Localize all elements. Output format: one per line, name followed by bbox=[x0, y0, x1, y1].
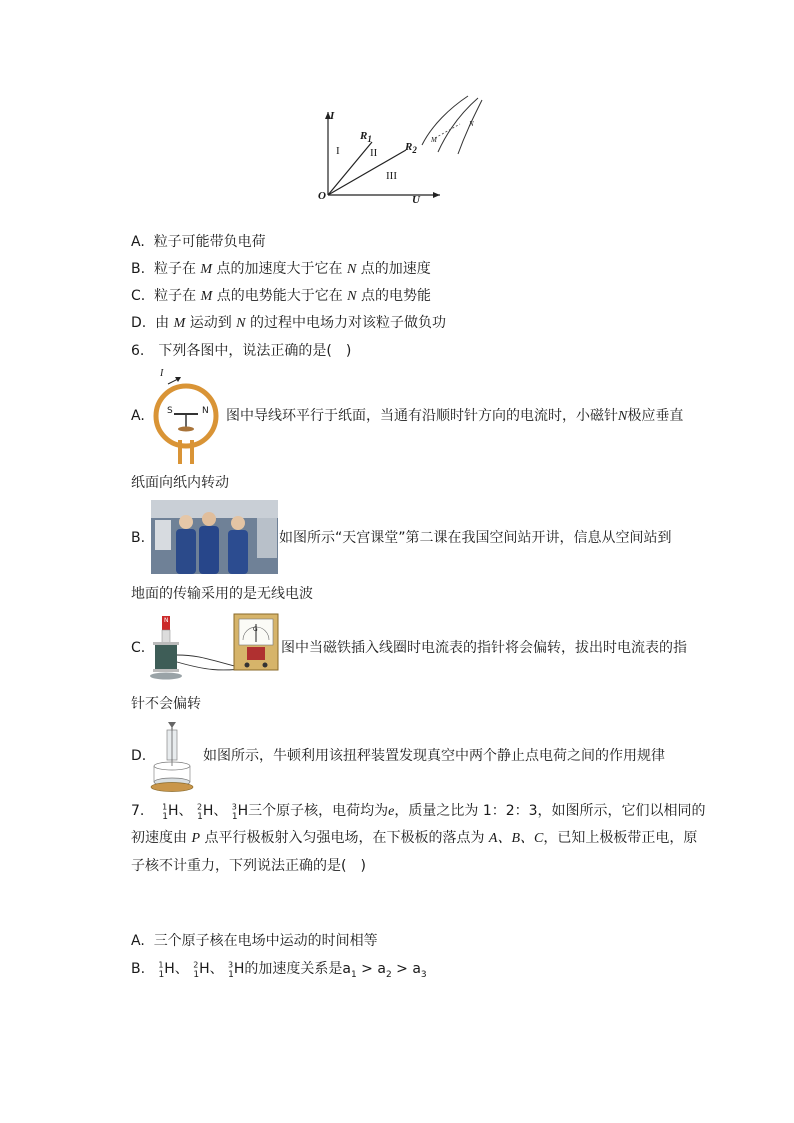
point-n-label: N bbox=[469, 120, 474, 128]
torsion-balance-figure bbox=[150, 720, 195, 792]
isotope-deuterium: $^2_1$H bbox=[196, 802, 214, 822]
q5-option-b: B. 粒子在 M 点的加速度大于它在 N 点的加速度 bbox=[131, 261, 431, 277]
q7-option-b: B. $^1_1$H、 $^2_1$H、 $^3_1$H的加速度关系是$a_1 > a_2 > a_3$ bbox=[131, 960, 427, 980]
axis-x-label: U bbox=[412, 194, 420, 206]
space-station-svg bbox=[151, 500, 278, 574]
q6-b-letter: B. bbox=[131, 530, 146, 546]
q6-b-line2: 地面的传输采用的是无线电波 bbox=[131, 586, 313, 602]
q5-option-d: D. 由 M 运动到 N 的过程中电场力对该粒子做负功 bbox=[131, 315, 446, 331]
q6-b-line1: 如图所示“天宫课堂”第二课在我国空间站开讲，信息从空间站到 bbox=[279, 530, 672, 546]
current-label: I bbox=[160, 368, 164, 379]
isotope-protium: $^1_1$H bbox=[162, 802, 179, 822]
origin-label: O bbox=[318, 190, 326, 202]
region-1-label: I bbox=[336, 145, 340, 157]
q6-a-letter: A. bbox=[131, 408, 145, 424]
r1-label: $R_1$ bbox=[360, 130, 372, 145]
q6-a-line2: 纸面向纸内转动 bbox=[131, 475, 229, 491]
point-m-label: M bbox=[431, 136, 437, 144]
q7-line3: 子核不计重力，下列说法正确的是( ) bbox=[131, 858, 366, 874]
q6-c-line2: 针不会偏转 bbox=[131, 696, 201, 712]
r2-label: $R_2$ bbox=[405, 141, 417, 156]
q6-stem: 6. 下列各图中，说法正确的是( ) bbox=[131, 343, 352, 359]
q5-option-a: A. 粒子可能带负电荷 bbox=[131, 234, 266, 250]
galvanometer-g-label: G bbox=[253, 626, 258, 633]
q6-d-letter: D. bbox=[131, 748, 147, 764]
q6-c-letter: C. bbox=[131, 640, 146, 656]
magnet-n-label: N bbox=[164, 617, 169, 624]
compass-s-label: S bbox=[167, 406, 173, 416]
iu-graph-figure bbox=[300, 90, 500, 210]
torsion-balance-svg bbox=[150, 720, 195, 792]
compass-n-label: N bbox=[202, 406, 209, 416]
q6-a-line1: 图中导线环平行于纸面，当通有沿顺时针方向的电流时，小磁针N极应垂直 bbox=[226, 408, 684, 424]
q7-line1: 7. $^1_1$H、 $^2_1$H、 $^3_1$H三个原子核，电荷均为e，质量之比为 1：2：3，如图所示，它们以相同的 bbox=[131, 802, 706, 822]
iu-graph-svg bbox=[300, 90, 500, 210]
isotope-tritium: $^3_1$H bbox=[231, 802, 249, 822]
q6-c-line1: 图中当磁铁插入线圈时电流表的指针将会偏转，拔出时电流表的指 bbox=[281, 640, 687, 656]
wire-loop-svg bbox=[150, 366, 225, 466]
magnet-coil-galvanometer-figure bbox=[150, 610, 280, 686]
magnet-coil-svg bbox=[150, 610, 280, 686]
axis-y-label: I bbox=[330, 110, 335, 122]
region-2-label: II bbox=[370, 147, 378, 159]
wire-loop-compass-figure bbox=[150, 366, 225, 466]
region-3-label: III bbox=[386, 170, 397, 182]
space-station-photo bbox=[151, 500, 278, 574]
q7-option-a: A. 三个原子核在电场中运动的时间相等 bbox=[131, 933, 378, 949]
q7-line2: 初速度由 P 点平行极板射入匀强电场，在下极板的落点为 A、B、C，已知上极板带正电，原 bbox=[131, 830, 698, 846]
q6-d-line1: 如图所示，牛顿利用该扭秤装置发现真空中两个静止点电荷之间的作用规律 bbox=[203, 748, 665, 764]
q5-option-c: C. 粒子在 M 点的电势能大于它在 N 点的电势能 bbox=[131, 288, 431, 304]
